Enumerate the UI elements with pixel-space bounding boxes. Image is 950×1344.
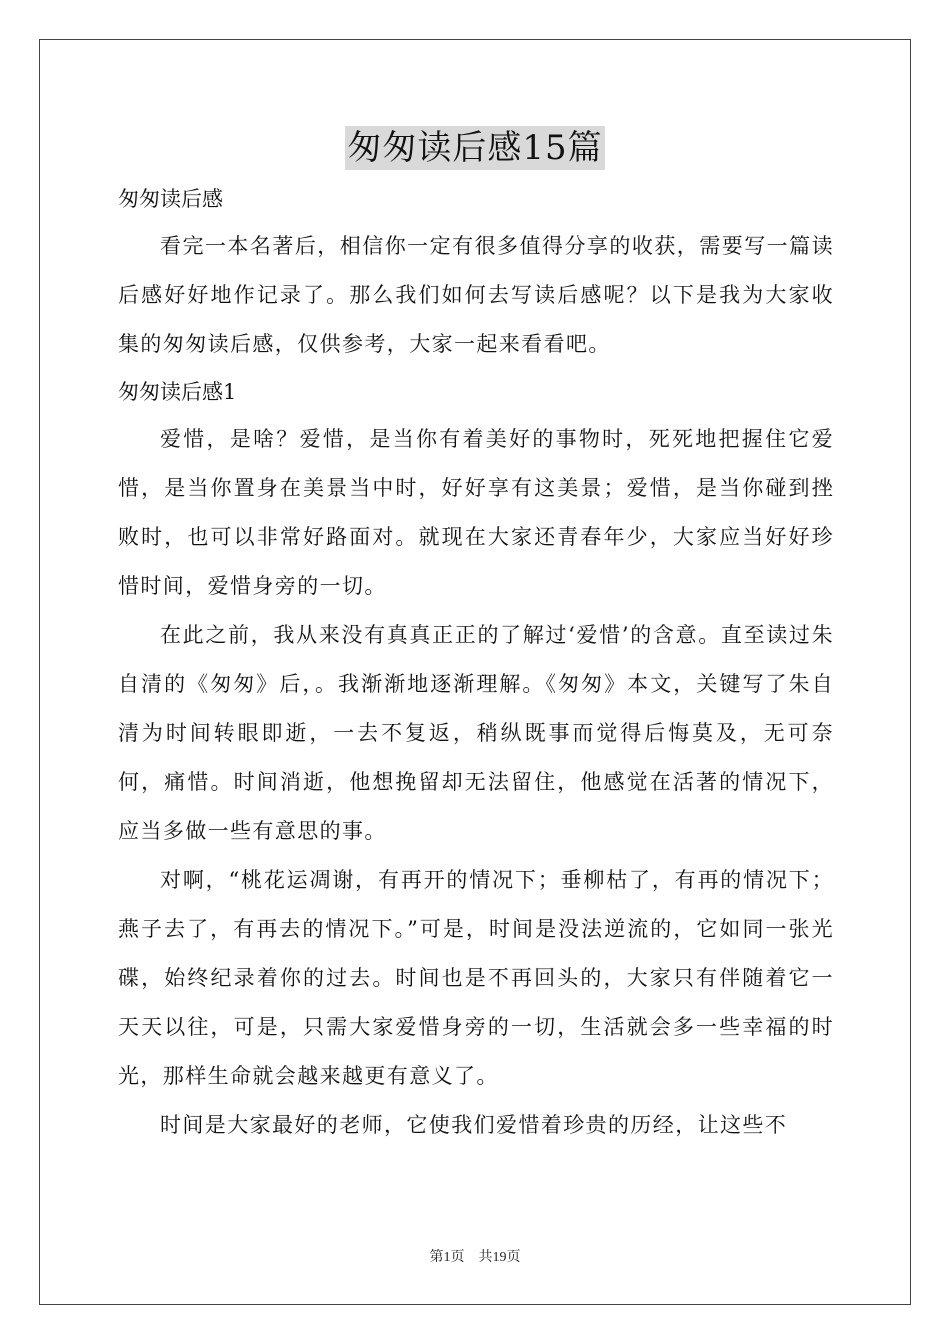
- paragraph: 在此之前，我从来没有真真正正的了解过‘爱惜’的含意。直至读过朱自清的《匆匆》后，。我渐渐地逐渐理解。《匆匆》本文，关键写了朱自清为时间转眼即逝，一去不复返，稍纵既事而觉得后悔莫及，无可奈何，痛惜。时间消逝，他想挽留却无法留住，他感觉在活著的情况下，应当多做一些有意思的事。: [118, 623, 834, 843]
- paragraph: 对啊，“桃花运凋谢，有再开的情况下；垂柳枯了，有再的情况下；燕子去了，有再去的情况下。”可是，时间是没法逆流的，它如同一张光碟，始终纪录着你的过去。时间也是不再回头的，大家只有伴随着它一天天以往，可是，只需大家爱惜身旁的一切，生活就会多一些幸福的时光，那样生命就会越来越更有意义了。: [118, 868, 834, 1088]
- page-number: 第1页: [429, 1250, 465, 1265]
- document-title: 匆匆读后感15篇: [347, 128, 603, 168]
- paragraph: 看完一本名著后，相信你一定有很多值得分享的收获，需要写一篇读后感好好地作记录了。那么我们如何去写读后感呢？以下是我为大家收集的匆匆读后感，仅供参考，大家一起来看看吧。: [118, 234, 834, 356]
- page-footer: [0, 1246, 950, 1266]
- document-body: [118, 176, 834, 1150]
- title-container: [0, 126, 950, 170]
- paragraph: 时间是大家最好的老师，它使我们爱惜着珍贵的历经，让这些不: [160, 1113, 788, 1137]
- section-heading: 匆匆读后感: [118, 187, 223, 211]
- page-total: 共19页: [478, 1250, 521, 1265]
- paragraph: 爱惜，是啥？爱惜，是当你有着美好的事物时，死死地把握住它爱惜，是当你置身在美景当中时，好好享有这美景；爱惜，是当你碰到挫败时，也可以非常好路面对。就现在大家还青春年少，大家应当好好珍惜时间，爱惜身旁的一切。: [118, 427, 834, 598]
- section-heading: 匆匆读后感1: [118, 380, 237, 404]
